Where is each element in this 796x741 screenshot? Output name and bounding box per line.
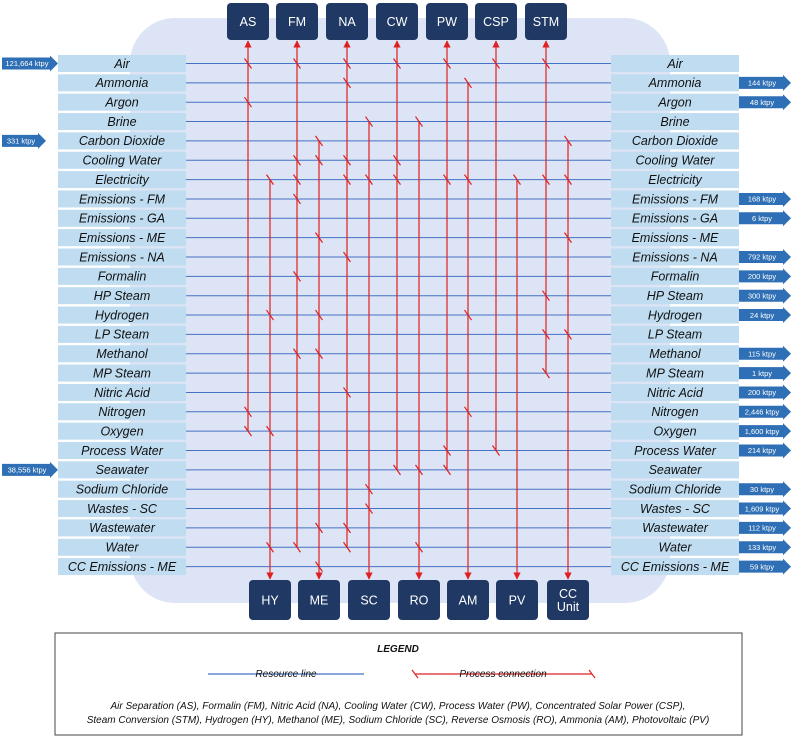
process-top-na: [326, 3, 368, 40]
process-top-as: [227, 3, 269, 40]
flow-amount: 1,600 ktpy: [744, 426, 780, 436]
output-flow-process-water: [739, 443, 791, 459]
output-flow-wastes-sc: [739, 501, 791, 517]
process-top-fm: [276, 3, 318, 40]
resource-label-left-text: Nitric Acid: [94, 385, 150, 400]
resource-label-left-text: Carbon Dioxide: [78, 134, 166, 149]
resource-label-right-text: Wastes - SC: [640, 501, 710, 516]
process-bottom-cc-unit: [547, 580, 589, 620]
resource-label-right-text: Emissions - FM: [631, 192, 719, 207]
resource-label-left-text: MP Steam: [93, 366, 151, 381]
resource-label-left-text: Oxygen: [100, 424, 144, 439]
output-flow-wastewater: [739, 520, 791, 536]
flow-amount: 200 ktpy: [747, 388, 777, 398]
output-flow-hp-steam: [739, 288, 791, 304]
input-flow-air: [2, 56, 58, 72]
resource-label-right-text: HP Steam: [646, 289, 704, 303]
resource-label-right-text: Formalin: [650, 269, 700, 284]
flow-amount: 144 ktpy: [747, 78, 777, 88]
process-label: HY: [261, 593, 279, 608]
input-flow-seawater: [2, 462, 58, 478]
process-top-csp: [475, 3, 517, 40]
resource-label-left-text: LP Steam: [94, 327, 150, 342]
resource-label-right-text: Carbon Dioxide: [631, 134, 719, 149]
process-label: NA: [338, 15, 356, 29]
flow-amount: 792 ktpy: [747, 252, 777, 262]
resource-label-right-text: Water: [658, 540, 692, 555]
resource-label-left-text: CC Emissions - ME: [67, 559, 177, 574]
resource-label-left-text: Air: [114, 56, 130, 71]
process-bottom-sc: [348, 580, 390, 620]
resource-label-left-text: Wastes - SC: [87, 501, 157, 516]
flow-amount: 6 ktpy: [751, 214, 773, 223]
resource-label-left-text: Formalin: [97, 269, 147, 284]
resource-label-left-text: Emissions - GA: [78, 211, 166, 226]
legend-title: LEGEND: [377, 644, 419, 655]
process-top-pw: [426, 3, 468, 40]
flow-amount: 1 ktpy: [751, 368, 773, 378]
output-flow-emissions-ga: [739, 210, 791, 226]
process-label: RO: [409, 593, 429, 608]
resource-label-right-text: Air: [667, 56, 683, 71]
flow-amount: 38,556 ktpy: [7, 465, 47, 475]
flow-amount: 59 ktpy: [749, 562, 775, 572]
process-label: PW: [436, 15, 458, 29]
process-label: PV: [508, 593, 526, 608]
process-label: CSP: [483, 15, 509, 29]
process-label: ME: [309, 593, 329, 608]
resource-label-right-text: Wastewater: [642, 521, 708, 536]
resource-label-left-text: Seawater: [95, 463, 149, 478]
legend-abbreviations-line1: Air Separation (AS), Formalin (FM), Nitric Acid (NA), Cooling Water (CW), Process Water (PW), Concentrated Solar Power (CSP),: [110, 701, 686, 712]
output-flow-methanol: [739, 346, 791, 362]
resource-label-left-text: Cooling Water: [82, 153, 162, 168]
resource-label-right-text: Nitrogen: [651, 405, 699, 420]
resource-label-right-text: Methanol: [649, 347, 701, 362]
output-flow-ammonia: [739, 75, 791, 91]
resource-label-left-text: Sodium Chloride: [75, 482, 169, 497]
process-label: STM: [532, 15, 560, 29]
resource-label-left-text: Hydrogen: [94, 308, 150, 323]
flow-amount: 300 ktpy: [747, 291, 777, 301]
flow-amount: 133 ktpy: [747, 542, 777, 552]
resource-label-right-text: Oxygen: [653, 424, 697, 439]
resource-label-right-text: Ammonia: [648, 76, 702, 91]
process-top-stm: [525, 3, 567, 40]
resource-label-left-text: Nitrogen: [98, 405, 146, 420]
flow-amount: 168 ktpy: [747, 194, 777, 204]
resource-label-right-text: Brine: [660, 114, 690, 129]
resource-label-right-text: MP Steam: [646, 366, 704, 381]
process-label: FM: [287, 15, 307, 29]
process-bottom-me: [298, 580, 340, 620]
resource-label-left-text: HP Steam: [93, 289, 151, 303]
output-flow-oxygen: [739, 423, 791, 439]
process-label: AM: [458, 593, 478, 608]
resource-label-left-text: Argon: [105, 95, 139, 110]
resource-label-left-text: Process Water: [81, 443, 163, 458]
output-flow-emissions-fm: [739, 191, 791, 207]
output-flow-argon: [739, 94, 791, 110]
resource-label-right-text: Nitric Acid: [647, 385, 703, 400]
flow-amount: 112 ktpy: [748, 523, 776, 533]
resource-label-right-text: Hydrogen: [647, 308, 703, 323]
resource-label-left-text: Methanol: [96, 347, 148, 362]
flow-amount: 48 ktpy: [749, 97, 775, 107]
flow-amount: 1,609 ktpy: [744, 504, 780, 514]
output-flow-nitric-acid: [739, 384, 791, 400]
resource-label-left-text: Emissions - FM: [78, 192, 166, 207]
output-flow-hydrogen: [739, 307, 791, 323]
output-flow-emissions-na: [739, 249, 791, 265]
resource-label-left-text: Ammonia: [95, 76, 149, 91]
resource-label-right-text: Sodium Chloride: [628, 482, 722, 497]
resource-label-right-text: LP Steam: [647, 327, 703, 342]
process-bottom-am: [447, 580, 489, 620]
flow-amount: 24 ktpy: [749, 310, 775, 320]
output-flow-nitrogen: [739, 404, 791, 420]
flow-amount: 200 ktpy: [747, 272, 777, 282]
resource-label-right-text: Emissions - ME: [631, 230, 719, 245]
legend-abbreviations-line2: Steam Conversion (STM), Hydrogen (HY), Methanol (ME), Sodium Chloride (SC), Reverse Osmosis (RO), Ammonia (AM), Photovoltaic (PV): [86, 715, 710, 726]
input-flow-carbon-dioxide: [2, 133, 46, 149]
flow-amount: 331 ktpy: [6, 136, 36, 146]
output-flow-cc-emissions-me: [739, 559, 791, 575]
legend: [55, 633, 742, 735]
process-label: CC Unit: [556, 587, 580, 614]
output-flow-sodium-chloride: [739, 481, 791, 497]
process-top-cw: [376, 3, 418, 40]
resource-label-right-text: Argon: [658, 95, 692, 110]
resource-label-right-text: Seawater: [648, 463, 702, 478]
resource-label-right-text: Emissions - NA: [632, 250, 718, 265]
resource-label-left-text: Water: [105, 540, 139, 555]
process-bottom-ro: [398, 580, 440, 620]
flow-amount: 214 ktpy: [747, 446, 777, 456]
process-bottom-pv: [496, 580, 538, 620]
resource-label-left-text: Brine: [107, 114, 137, 129]
resource-label-right-text: Cooling Water: [635, 153, 715, 168]
resource-label-left-text: Emissions - NA: [79, 250, 165, 265]
flow-amount: 30 ktpy: [749, 484, 775, 494]
process-bottom-hy: [249, 580, 291, 620]
process-label: CW: [386, 15, 408, 29]
resource-label-right-text: Electricity: [648, 172, 702, 187]
legend-process-connection-label: Process connection: [459, 669, 547, 680]
resource-label-left-text: Electricity: [95, 172, 149, 187]
flow-amount: 121,664 ktpy: [5, 59, 49, 69]
flow-amount: 2,446 ktpy: [744, 407, 780, 417]
resource-label-right-text: Emissions - GA: [631, 211, 719, 226]
legend-resource-line-label: Resource line: [255, 669, 317, 680]
resource-label-right-text: CC Emissions - ME: [620, 559, 730, 574]
resource-label-left-text: Emissions - ME: [78, 230, 166, 245]
flow-amount: 115 ktpy: [748, 349, 776, 359]
resource-label-left-text: Wastewater: [89, 521, 155, 536]
resource-label-right-text: Process Water: [634, 443, 716, 458]
background-panel: [130, 18, 670, 603]
output-flow-mp-steam: [739, 365, 791, 381]
process-label: SC: [360, 593, 378, 608]
output-flow-formalin: [739, 268, 791, 284]
process-label: AS: [239, 15, 257, 29]
output-flow-water: [739, 539, 791, 555]
